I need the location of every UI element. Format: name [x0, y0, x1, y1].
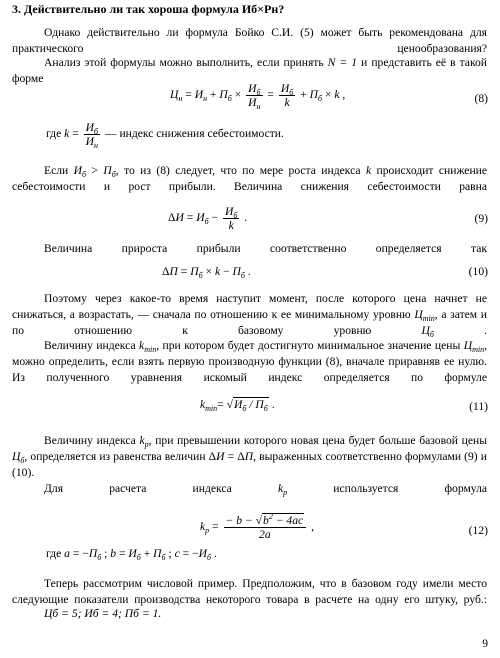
paragraph-3: Если $И_б > П_б$, то из (8) следует, что по мере роста индекса k происходит снижение себестоимости и рост прибыли. Величина снижения себестоимости равна: [12, 164, 488, 193]
paragraph-6: Величину индекса $k_{min}$, при котором будет достигнуто минимальное значение цены $Ц_{min}$, можно определить, если взять первую производную функции (8), вначале приравняв ее нулю. Из полученного уравнения искомый индекс определяется по формуле: [12, 339, 487, 384]
equation-10-number: (10): [468, 265, 488, 278]
equation-12: $k_p$ = $\frac{- b - √b^2 - 4ac}{2a}$ ,: [200, 512, 314, 541]
section-heading: 3. Действительно ли так хороша формула Иб×Рн?: [12, 2, 285, 16]
equation-11-number: (11): [469, 400, 488, 413]
page-number: 9: [482, 637, 488, 650]
equation-9: $\Delta И = И_б$ − $И_б$ k .: [168, 205, 248, 232]
equation-12-number: (12): [468, 524, 488, 537]
example-values: Цб = 5; Иб = 4; Пб = 1.: [44, 607, 162, 620]
condition-n: N = 1: [327, 56, 358, 69]
equation-11: $k_{min}= √И_б / П_б$ .: [200, 398, 275, 413]
equation-9-number: (9): [474, 212, 488, 225]
definition-abc: где $a = -П_б$ ; $b = И_б + П_б$ ; $c = -И_б$ .: [46, 547, 217, 562]
paragraph-8: Для расчета индекса $k_p$ используется формула: [44, 482, 488, 497]
equation-10: $\Delta П = П_б \times k - П_б$ .: [162, 265, 251, 280]
paragraph-5: Поэтому через какое-то время наступит момент, после которого цена начнет не снижаться, а возрастать, — сначала по отношению к ее минимальному уровню $Ц_{min}$, а затем и по отношению к базовому уровню $Ц_б$ .: [12, 292, 488, 339]
paragraph-7: Величину индекса $k_p$, при превышении которого новая цена будет больше базовой цены $Ц_б$, определяется из равенства величин ΔИ = ΔП, выраженных соответственно формулами (9) и (10).: [12, 434, 488, 479]
equation-8-number: (8): [474, 92, 488, 105]
paragraph-1: Однако действительно ли формула Бойко С.И. (5) может быть рекомендована для практического ценообразования?: [12, 26, 487, 55]
definition-k: где k = $И_б$ $И_н$ — индекс снижения себестоимости.: [46, 121, 284, 150]
equation-8: $Ц_н = И_н + П_б$ × $И_б$ $И_н$ = $И_б$ k + $П_б \times k$ ,: [170, 82, 346, 111]
paragraph-4: Величина прироста прибыли соответственно определяется так: [44, 242, 487, 255]
paragraph-9: Теперь рассмотрим числовой пример. Предположим, что в базовом году имели место следующие показатели производства некоторого товара в расчете на одну его штуку, руб.:: [12, 577, 487, 606]
paragraph-2: Анализ этой формулы можно выполнить, если принять N = 1 и представить её в такой форме: [12, 56, 487, 85]
